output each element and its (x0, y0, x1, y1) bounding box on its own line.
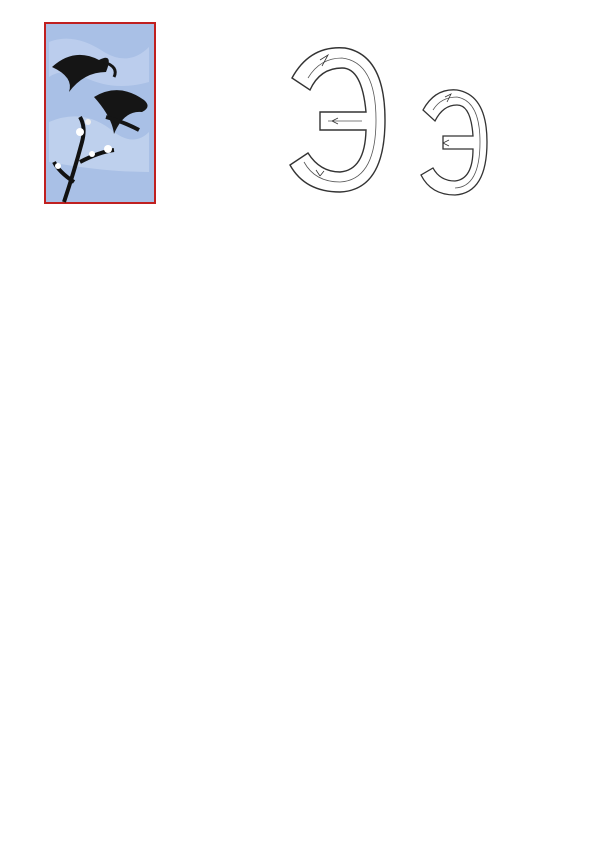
practice-lines-bottom (44, 540, 556, 740)
task-2 (48, 512, 56, 523)
outlined-letter-e-large (280, 40, 400, 200)
task-1 (48, 496, 56, 507)
outlined-letter-e-small (415, 85, 495, 200)
task-3 (48, 760, 56, 771)
practice-lines-top (44, 282, 556, 422)
swallows-illustration (44, 22, 156, 204)
